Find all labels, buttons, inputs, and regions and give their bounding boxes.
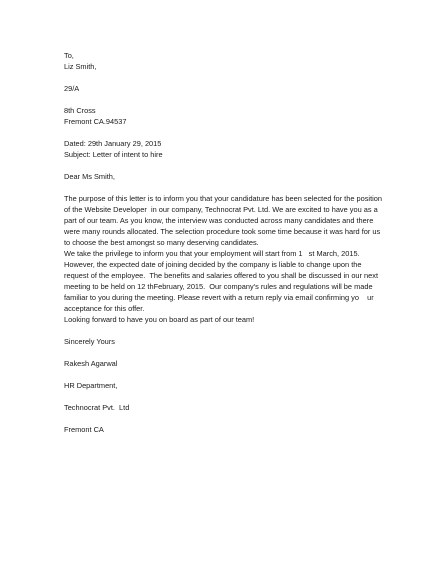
body-line: The purpose of this letter is to inform you that your candidature has been selected for the position (64, 194, 382, 203)
letter-date: Dated: 29th January 29, 2015 (64, 139, 162, 148)
signatory-department: HR Department, (64, 381, 118, 390)
signatory-city: Fremont CA (64, 425, 104, 434)
closing: Sincerely Yours (64, 337, 115, 346)
letter-body (64, 50, 380, 435)
recipient-house: 29/A (64, 84, 80, 93)
letter-subject: Subject: Letter of intent to hire (64, 150, 163, 159)
recipient-name: Liz Smith, (64, 62, 97, 71)
to-label: To, (64, 51, 74, 60)
signatory-company: Technocrat Pvt. Ltd (64, 403, 130, 412)
greeting: Dear Ms Smith, (64, 172, 115, 181)
body-line: to choose the best amongst so many deserving candidates. (64, 238, 259, 247)
body-line: acceptance for this offer. (64, 304, 145, 313)
recipient-street: 8th Cross (64, 106, 96, 115)
body-line: Looking forward to have you on board as part of our team! (64, 315, 255, 324)
body-line: However, the expected date of joining decided by the company is liable to change upon the (64, 260, 362, 269)
body-line: meeting to be held on 12 thFebruary, 2015. Our company's rules and regulations will be made (64, 282, 373, 291)
body-line: familiar to you during the meeting. Please revert with a return reply via email confirming yo ur (64, 293, 374, 302)
body-line: part of our team. As you know, the interview was conducted across many candidates and there (64, 216, 374, 225)
letter-paragraph (64, 193, 380, 325)
body-line: of the Website Developer in our company, Technocrat Pvt. Ltd. We are excited to have you as a (64, 205, 378, 214)
body-line: request of the employee. The benefits and salaries offered to you shall be discussed in our next (64, 271, 379, 280)
signatory-name: Rakesh Agarwal (64, 359, 118, 368)
body-line: We take the privilege to inform you that your employment will start from 1 st March, 2015. (64, 249, 360, 258)
recipient-city: Fremont CA.94537 (64, 117, 127, 126)
body-line: were many rounds allocated. The selection procedure took some time because it was hard for us (64, 227, 381, 236)
